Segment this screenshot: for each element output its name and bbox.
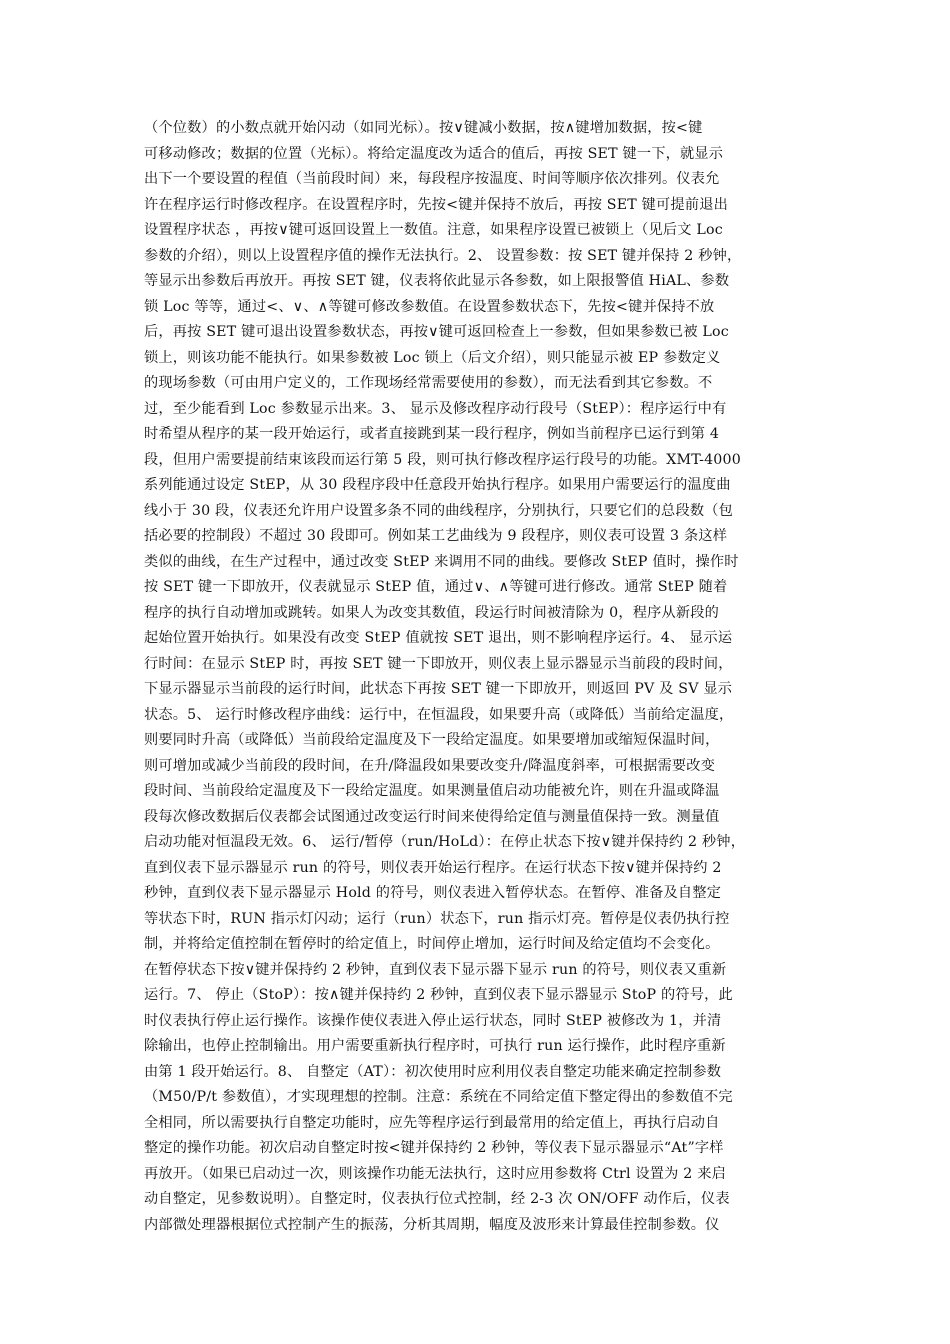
text-line: 后，再按 SET 键可退出设置参数状态，再按∨键可返回检查上一参数，但如果参数已被 Loc bbox=[144, 324, 729, 340]
text-line: 可移动修改；数据的位置（光标）。将给定温度改为适合的值后，再按 SET 键一下，就显示 bbox=[144, 145, 724, 162]
text-line: 内部微处理器根据位式控制产生的振荡，分析其周期，幅度及波形来计算最佳控制参数。仪 bbox=[144, 1216, 720, 1233]
text-line: 按 SET 键一下即放开，仪表就显示 StEP 值，通过∨、∧等键可进行修改。通常 StEP 随着 bbox=[144, 579, 728, 595]
text-line: 在暂停状态下按∨键并保持约 2 秒钟，直到仪表下显示器下显示 run 的符号，则仪表又重新 bbox=[144, 961, 727, 978]
text-line: 段时间、当前段给定温度及下一段给定温度。如果测量值启动功能被允许，则在升温或降温 bbox=[144, 783, 720, 799]
text-line: （M50/P/t 参数值），才实现理想的控制。注意：系统在不同给定值下整定得出的参数值不完 bbox=[144, 1089, 733, 1105]
text-line: 许在程序运行时修改程序。在设置程序时，先按<键并保持不放后，再按 SET 键可提前退出 bbox=[144, 196, 728, 213]
text-line: 等状态下时，RUN 指示灯闪动；运行（run）状态下，run 指示灯亮。暂停是仪表仍执行控 bbox=[144, 910, 730, 927]
text-line: 下显示器显示当前段的运行时间，此状态下再按 SET 键一下即放开，则返回 PV 及 SV 显示 bbox=[144, 681, 733, 697]
text-line: 除输出，也停止控制输出。用户需要重新执行程序时，可执行 run 运行操作，此时程序重新 bbox=[144, 1038, 726, 1054]
text-line: 则可增加或减少当前段的段时间，在升/降温段如果要改变升/降温度斜率，可根据需要改变 bbox=[144, 757, 716, 774]
text-line: 启动功能对恒温段无效。6、 运行/暂停（run/HoLd）：在停止状态下按∨键并保持约 2 秒钟， bbox=[144, 834, 746, 850]
text-line: 设置程序状态 ，再按∨键可返回设置上一数值。注意，如果程序设置已被锁上（见后文 Loc bbox=[144, 222, 723, 238]
text-line: 则要同时升高（或降低）当前段给定温度及下一段给定温度。如果要增加或缩短保温时间， bbox=[144, 732, 720, 748]
text-line: 锁 Loc 等等，通过<、∨、∧等键可修改参数值。在设置参数状态下，先按<键并保持不放 bbox=[144, 298, 715, 315]
text-line: 参数的介绍），则以上设置程序值的操作无法执行。2、 设置参数：按 SET 键并保持 2 秒钟， bbox=[144, 247, 742, 264]
text-line: （个位数）的小数点就开始闪动（如同光标）。按∨键减小数据，按∧键增加数据，按<键 bbox=[144, 120, 703, 136]
text-line: 过，至少能看到 Loc 参数显示出来。3、 显示及修改程序动行段号（StEP）：程序运行中有 bbox=[144, 400, 727, 417]
text-line: 运行。7、 停止（StoP）：按∧键并保持约 2 秒钟，直到仪表下显示器显示 StoP 的符号，此 bbox=[144, 987, 733, 1003]
text-line: 锁上，则该功能不能执行。如果参数被 Loc 锁上（后文介绍），则只能显示被 EP 参数定义 bbox=[144, 349, 721, 366]
text-line: 段每次修改数据后仪表都会试图通过改变运行时间来使得给定值与测量值保持一致。测量值 bbox=[144, 808, 720, 825]
text-line: 秒钟，直到仪表下显示器显示 Hold 的符号，则仪表进入暂停状态。在暂停、准备及自整定 bbox=[144, 885, 722, 901]
text-line: 线小于 30 段，仪表还允许用户设置多条不同的曲线程序，分别执行，只要它们的总段数（包 bbox=[144, 502, 733, 519]
text-line: 括必要的控制段）不超过 30 段即可。例如某工艺曲线为 9 段程序，则仪表可设置 3 条这样 bbox=[144, 528, 728, 544]
text-line: 类似的曲线，在生产过程中，通过改变 StEP 来调用不同的曲线。要修改 StEP 值时，操作时 bbox=[144, 553, 739, 570]
text-line: 直到仪表下显示器显示 run 的符号，则仪表开始运行程序。在运行状态下按∨键并保持约 2 bbox=[144, 859, 722, 876]
text-line: 等显示出参数后再放开。再按 SET 键，仪表将依此显示各参数，如上限报警值 HiAL、参数 bbox=[144, 273, 730, 289]
text-line: 行时间：在显示 StEP 时，再按 SET 键一下即放开，则仪表上显示器显示当前段的段时间， bbox=[144, 655, 733, 672]
text-line: 段，但用户需要提前结束该段而运行第 5 段，则可执行修改程序运行段号的功能。XMT-4000 bbox=[144, 451, 741, 468]
text-line: 时仪表执行停止运行操作。该操作使仪表进入停止运行状态，同时 StEP 被修改为 1，并清 bbox=[144, 1012, 722, 1029]
text-line: 系列能通过设定 StEP，从 30 段程序段中任意段开始执行程序。如果用户需要运行的温度曲 bbox=[144, 477, 731, 493]
text-line: 由第 1 段开始运行。8、 自整定（AT）：初次使用时应利用仪表自整定功能来确定控制参数 bbox=[144, 1063, 722, 1080]
text-line: 制，并将给定值控制在暂停时的给定值上，时间停止增加，运行时间及给定值均不会变化。 bbox=[144, 936, 720, 952]
text-line: 全相同，所以需要执行自整定功能时，应先等程序运行到最常用的给定值上，再执行启动自 bbox=[144, 1114, 720, 1131]
text-line: 起始位置开始执行。如果没有改变 StEP 值就按 SET 退出，则不影响程序运行。4、 显示运 bbox=[144, 630, 733, 646]
text-line: 状态。5、 运行时修改程序曲线：运行中，在恒温段，如果要升高（或降低）当前给定温度， bbox=[144, 706, 734, 723]
text-line: 的现场参数（可由用户定义的，工作现场经常需要使用的参数），而无法看到其它参数。不 bbox=[144, 375, 713, 391]
text-line: 时希望从程序的某一段开始运行，或者直接跳到某一段行程序，例如当前程序已运行到第 4 bbox=[144, 426, 720, 442]
text-line: 程序的执行自动增加或跳转。如果人为改变其数值，段运行时间被清除为 0，程序从新段的 bbox=[144, 604, 720, 621]
text-line: 动自整定，见参数说明）。自整定时，仪表执行位式控制，经 2-3 次 ON/OFF 动作后，仪表 bbox=[144, 1191, 730, 1207]
text-line: 再放开。（如果已启动过一次，则该操作功能无法执行，这时应用参数将 Ctrl 设置为 2 来启 bbox=[144, 1165, 726, 1182]
text-line: 整定的操作功能。初次启动自整定时按<键并保持约 2 秒钟，等仪表下显示器显示“At”字样 bbox=[144, 1140, 724, 1156]
document-body bbox=[144, 116, 807, 1238]
text-line: 出下一个要设置的程值（当前段时间）来，每段程序按温度、时间等顺序依次排列。仪表允 bbox=[144, 171, 720, 187]
